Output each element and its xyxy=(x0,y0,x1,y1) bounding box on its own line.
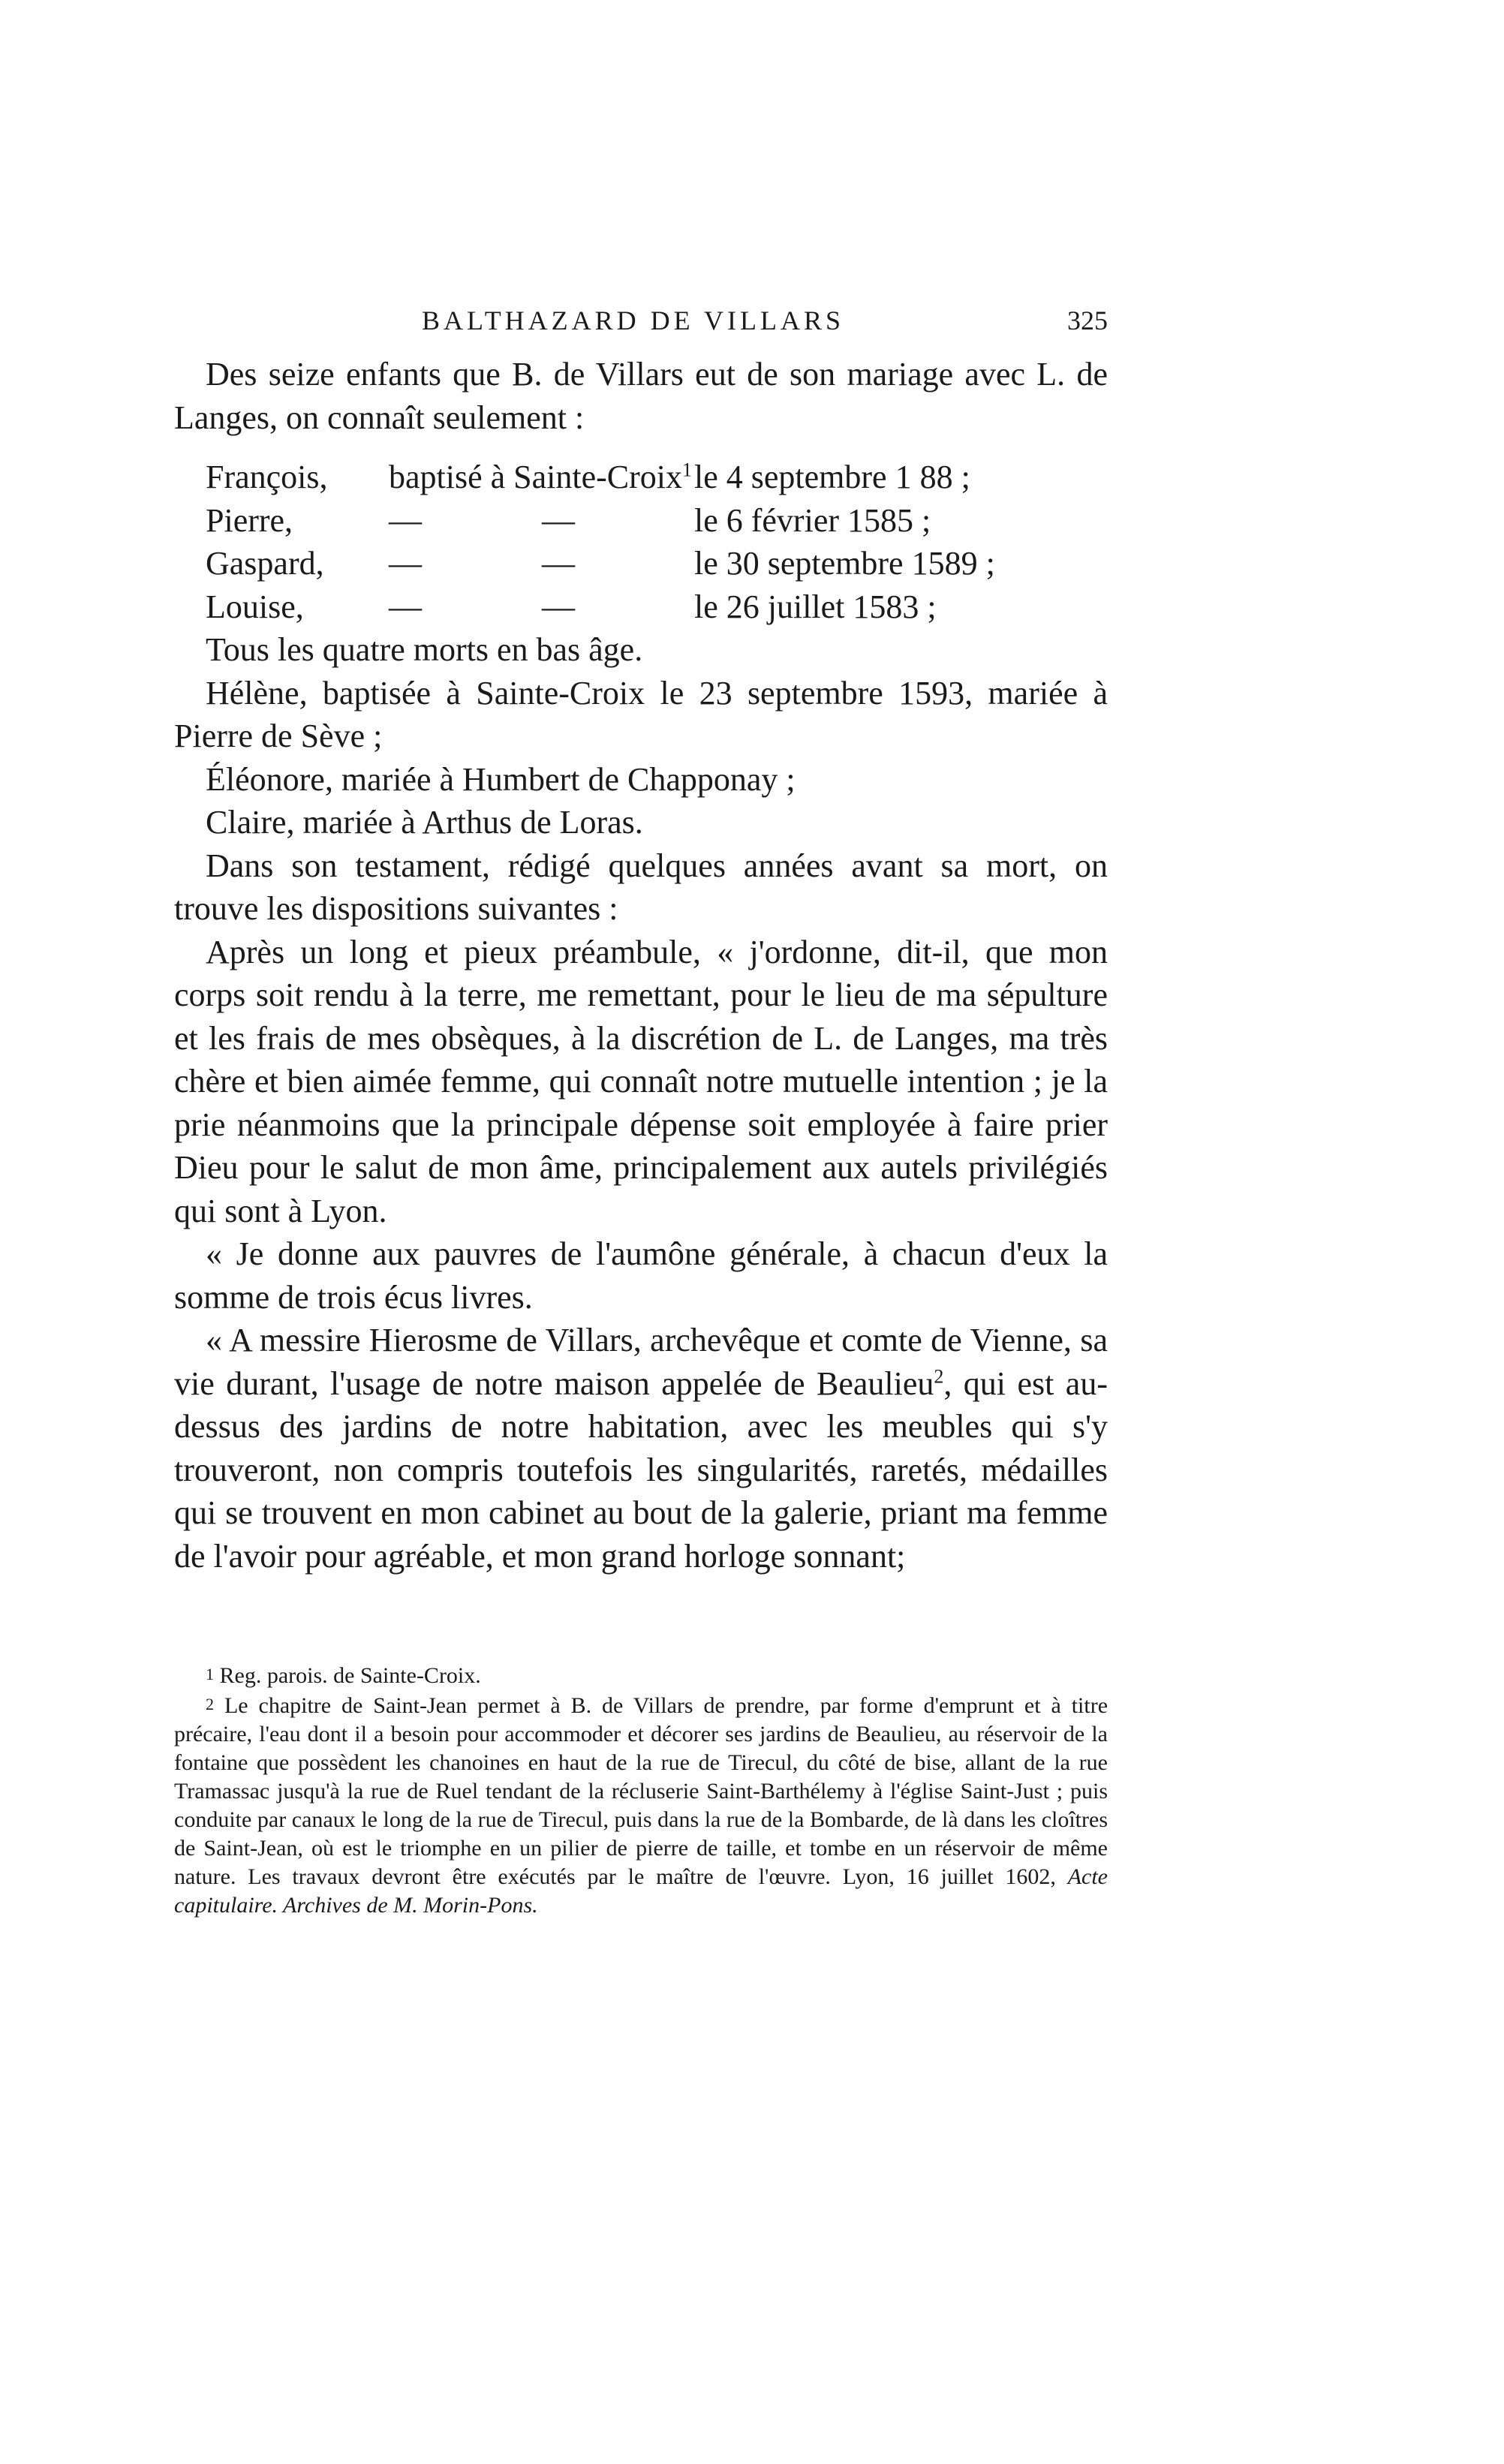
child-name: Gaspard, xyxy=(206,545,324,582)
baptism-date: le 4 septembre 1 88 ; xyxy=(694,459,970,495)
testament-paragraph-1: Après un long et pieux préambule, « j'ordonne, dit-il, que mon corps soit rendu à la terre, me remettant, pour le lieu de ma sépulture et les frais de mes obsèques, à la discrétion de L. de Langes, ma très chère et bien aimée femme, qui connaît notre mutuelle intention ; je la prie néanmoins que la principale dépense soit employée à faire prier Dieu pour le salut de mon âme, principalement aux autels privilégiés qui sont à Lyon. xyxy=(174,933,1108,1229)
testament-paragraph-2: « Je donne aux pauvres de l'aumône générale, à chacun d'eux la somme de trois écus livres. xyxy=(174,1235,1108,1316)
footnote-1-text: Reg. parois. de Sainte-Croix. xyxy=(219,1663,481,1688)
eleonore-line: Éléonore, mariée à Humbert de Chapponay ; xyxy=(206,760,796,798)
baptism-place xyxy=(389,456,692,499)
testament-p3-end: , qui est au-dessus des jardins de notre habitation, avec les meubles qui s'y trouveront, non compris toutefois les singularités, raretés, médailles qui se trouvent en mon cabinet au bout de la galerie, priant ma femme de l'avoir pour agréable, et mon grand horloge sonnant; xyxy=(174,1364,1108,1575)
testament-p3-start: « A messire Hierosme de Villars, archevêque et comte de Vienne, sa vie durant, l'usage de notre maison appelée de Beaulieu xyxy=(174,1322,1108,1402)
baptism-date: le 6 février 1585 ; xyxy=(694,501,931,539)
ditto-mark: — xyxy=(542,588,575,625)
child-name: François, xyxy=(206,459,328,495)
claire-line: Claire, mariée à Arthus de Loras. xyxy=(206,804,643,841)
testament-intro-paragraph: Dans son testament, rédigé quelques années avant sa mort, on trouve les dispositions suivantes : xyxy=(174,847,1108,927)
child-name: Pierre, xyxy=(206,501,293,539)
testament-paragraph-3 xyxy=(174,1319,1108,1578)
footnote-1-mark: 1 xyxy=(206,1665,214,1683)
child-row-francois xyxy=(174,456,1108,499)
baptism-place-text: baptisé à Sainte-Croix xyxy=(389,459,683,495)
ditto-mark: — xyxy=(542,545,575,582)
died-young-line: Tous les quatre morts en bas âge. xyxy=(206,631,643,668)
intro-paragraph: Des seize enfants que B. de Villars eut de son mariage avec L. de Langes, on connaît seulement : xyxy=(174,356,1108,436)
ditto-mark: — xyxy=(389,588,422,625)
footnote-2-mark: 2 xyxy=(206,1695,214,1713)
child-row-louise xyxy=(174,585,1108,629)
footnote-2 xyxy=(174,1690,1108,1920)
child-row-gaspard xyxy=(174,542,1108,585)
footnote-1 xyxy=(174,1660,1108,1690)
page-header xyxy=(174,302,1108,339)
footnote-2-source: Acte capitulaire. Archives de M. Morin-Pons. xyxy=(174,1864,1108,1918)
child-name: Louise, xyxy=(206,588,304,625)
ditto-mark: — xyxy=(542,501,575,539)
footnotes xyxy=(174,1660,1108,1920)
baptism-date: le 30 septembre 1589 ; xyxy=(694,545,995,582)
footnote-2-text: Le chapitre de Saint-Jean permet à B. de Villars de prendre, par forme d'emprunt et à titre précaire, l'eau dont il a besoin pour accommoder et décorer ses jardins de Beaulieu, au réservoir de la fontaine que possèdent les chanoines en haut de la rue de Tirecul, du côté de bise, allant de la rue Tramassac jusqu'à la rue de Ruel tendant de la récluserie Saint-Barthélemy à l'église Saint-Just ; puis conduite par canaux le long de la rue de Tirecul, puis dans la rue de la Bombarde, de là dans les cloîtres de Saint-Jean, où est le triomphe en un pilier de pierre de taille, et tombe en un réservoir de même nature. Les travaux devront être exécutés par le maître de l'œuvre. Lyon, 16 juillet 1602, xyxy=(174,1693,1108,1889)
child-row-pierre xyxy=(174,499,1108,543)
children-list xyxy=(174,456,1108,628)
main-text xyxy=(174,353,1108,1578)
footnote-ref-1: 1 xyxy=(682,459,693,481)
page-number: 325 xyxy=(1067,305,1108,335)
ditto-mark: — xyxy=(389,501,422,539)
footnote-ref-2: 2 xyxy=(934,1364,944,1387)
helene-paragraph: Hélène, baptisée à Sainte-Croix le 23 septembre 1593, mariée à Pierre de Sève ; xyxy=(174,674,1108,754)
ditto-mark: — xyxy=(389,545,422,582)
baptism-date: le 26 juillet 1583 ; xyxy=(694,588,937,625)
running-title: BALTHAZARD DE VILLARS xyxy=(422,305,845,335)
